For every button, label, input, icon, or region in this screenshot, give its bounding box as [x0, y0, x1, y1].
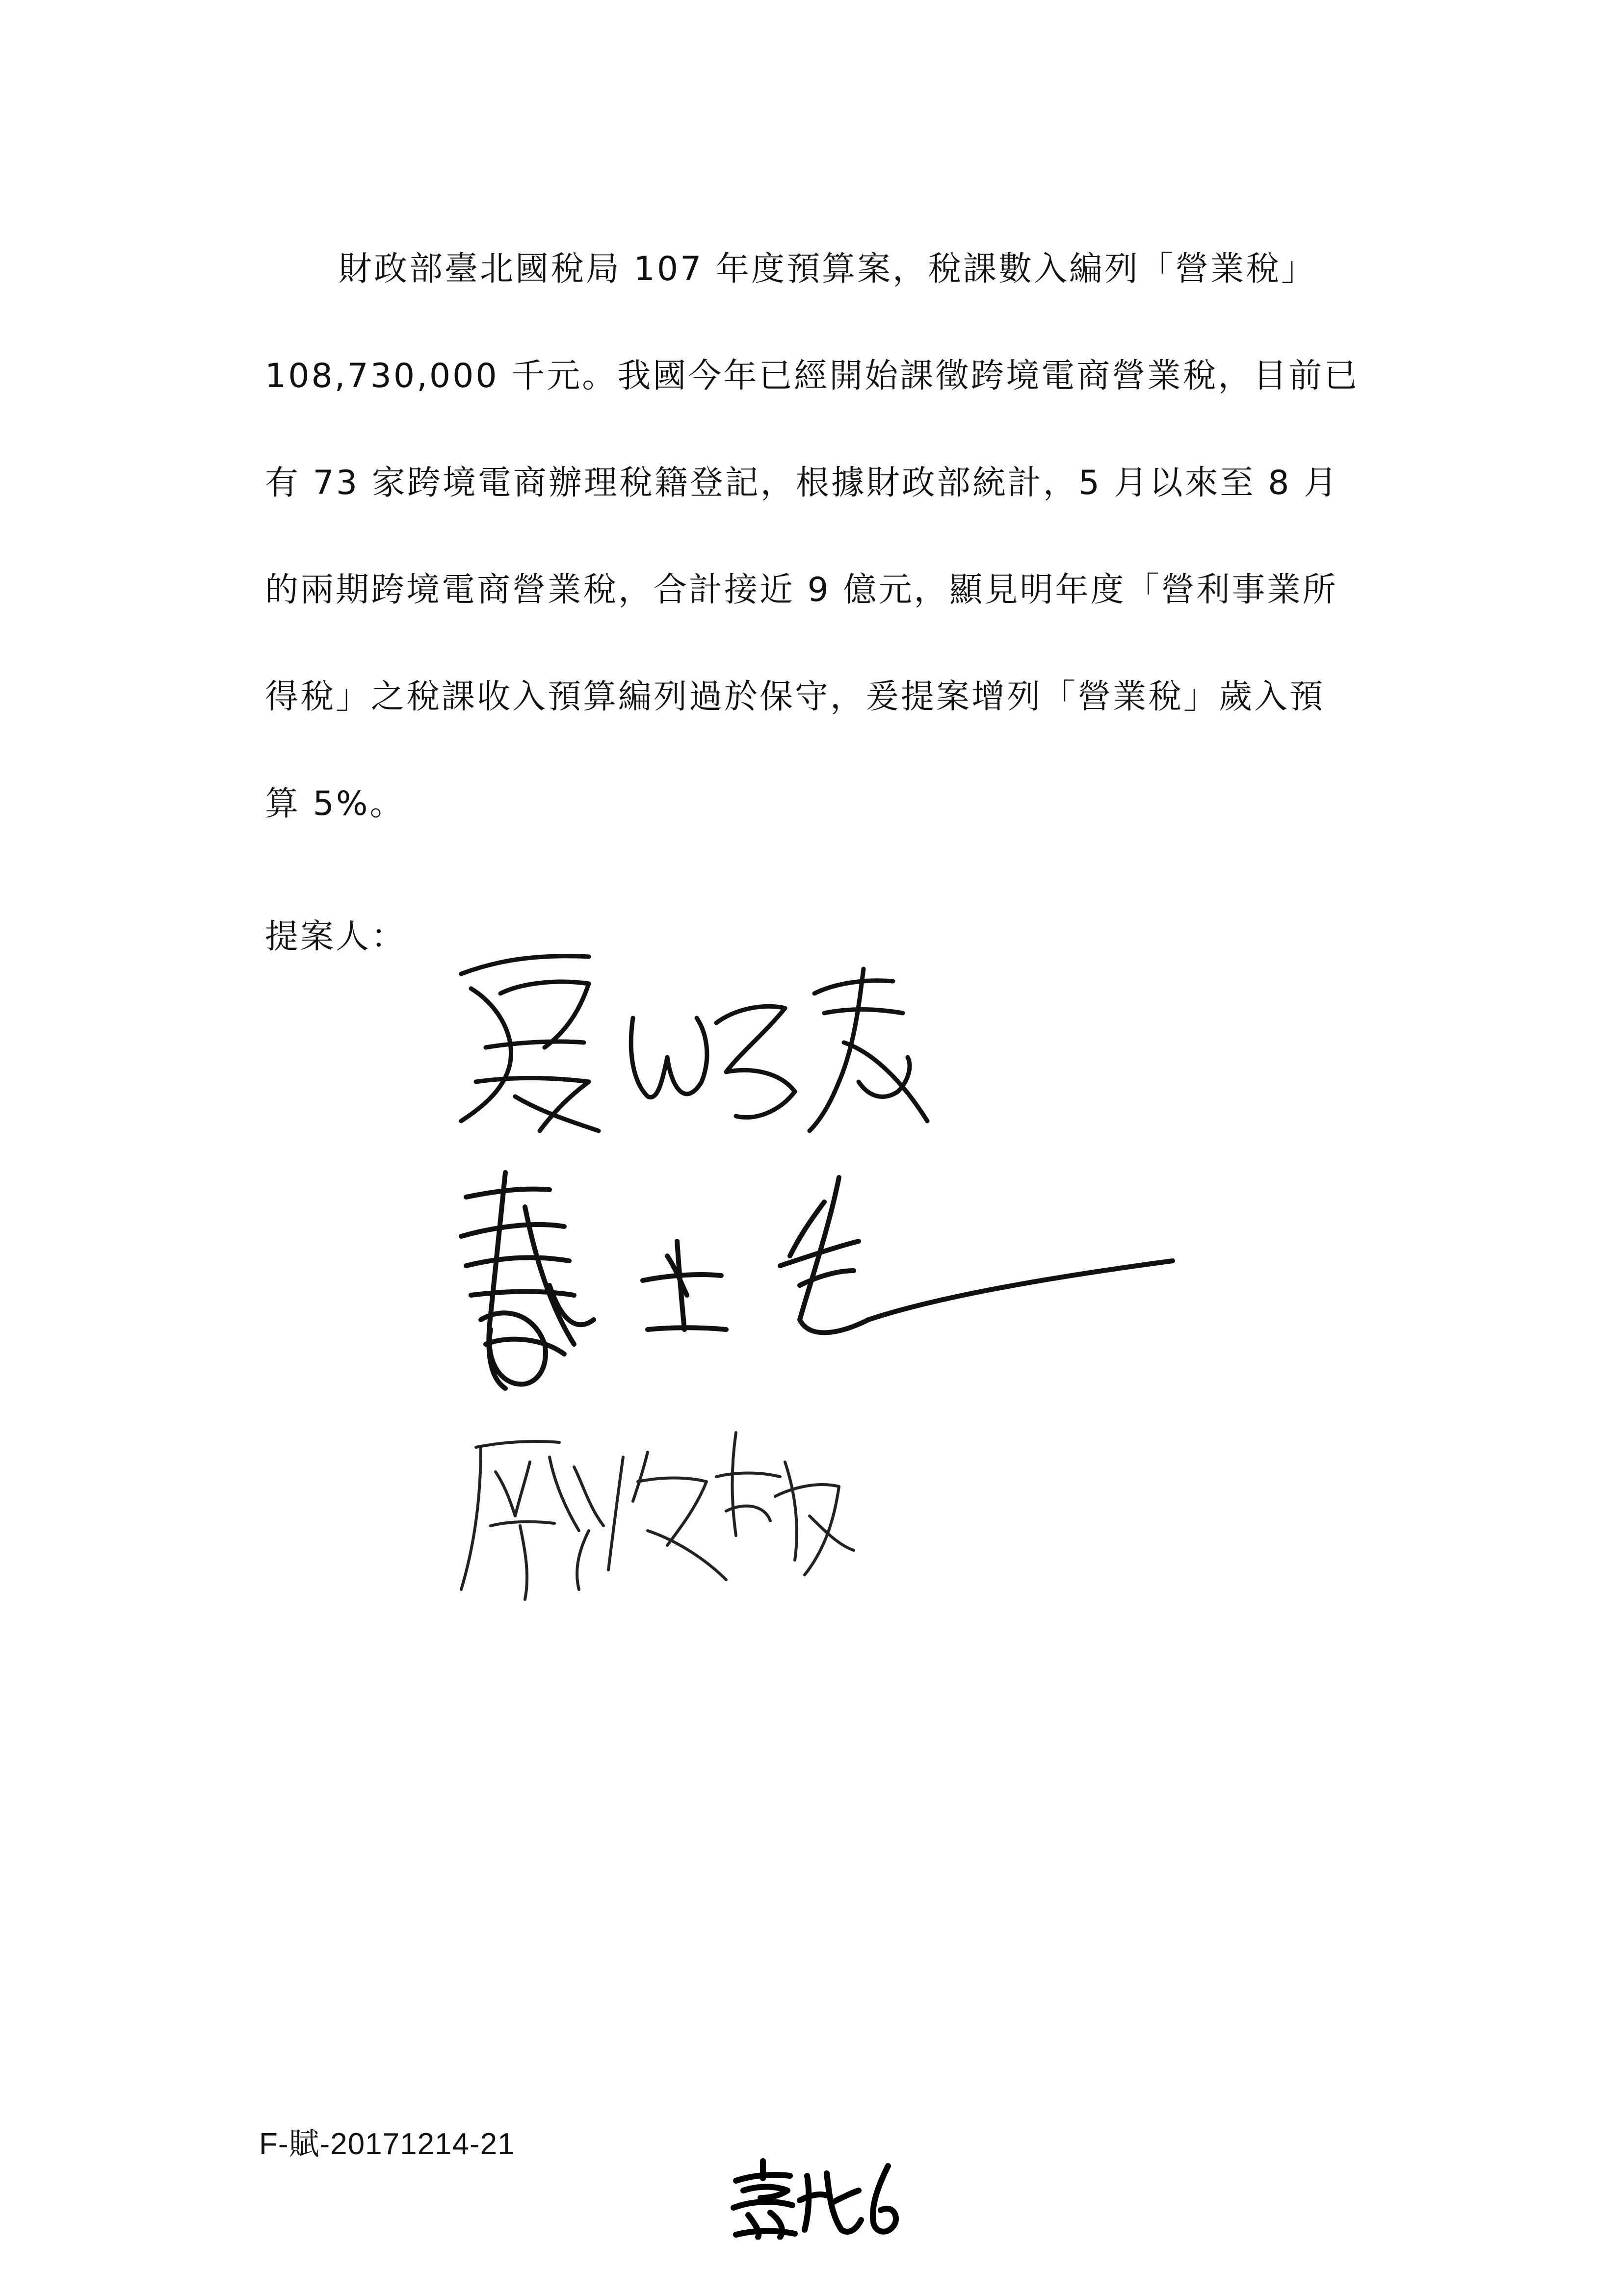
proposal-paragraph	[265, 216, 1393, 858]
paragraph-line: 有 73 家跨境電商辦理稅籍登記，根據財政部統計，5 月以來至 8 月	[265, 464, 1339, 502]
signature-1	[442, 935, 962, 1165]
proposer-label: 提案人：	[265, 917, 407, 956]
paragraph-line: 財政部臺北國稅局 107 年度預算案，稅課數入編列「營業稅」	[339, 250, 1317, 288]
paragraph-line: 得稅」之稅課收入預算編列過於保守，爰提案增列「營業稅」歲入預	[265, 678, 1325, 716]
paragraph-line: 108,730,000 千元。我國今年已經開始課徵跨境電商營業稅，目前已	[265, 357, 1360, 395]
document-code: F-賦-20171214-21	[259, 2127, 515, 2161]
paragraph-line: 的兩期跨境電商營業稅，合計接近 9 億元，顯見明年度「營利事業所	[265, 571, 1338, 609]
signature-2	[437, 1158, 1197, 1413]
handwritten-page-mark	[721, 2156, 908, 2240]
signature-3	[442, 1403, 873, 1609]
paragraph-line: 算 5%。	[265, 784, 405, 823]
